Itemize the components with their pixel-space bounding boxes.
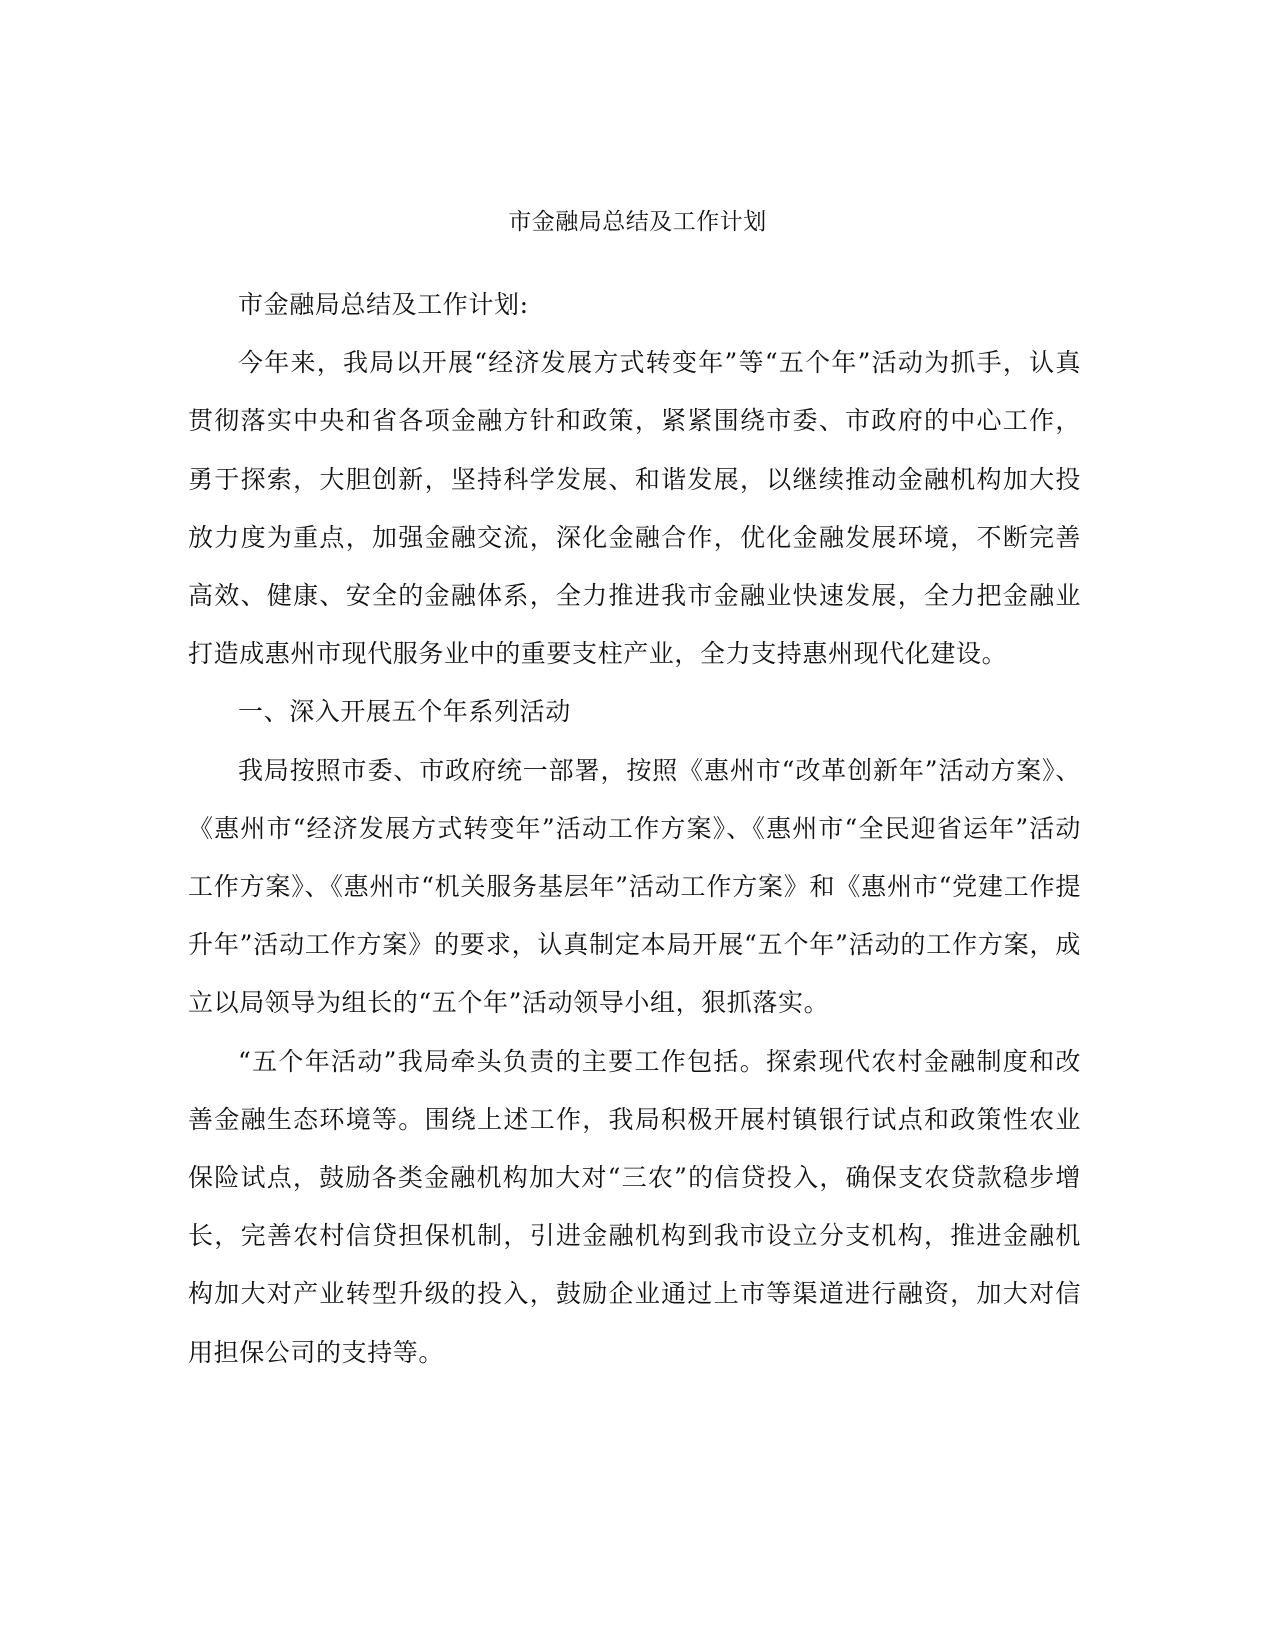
section-heading-1: 一、深入开展五个年系列活动 xyxy=(238,697,571,727)
paragraph-main-work: “五个年活动”我局牵头负责的主要工作包括。探索现代农村金融制度和改善金融生态环境等。围绕上述工作，我局积极开展村镇银行试点和政策性农业保险试点，鼓励各类金融机构加大对“三农”的信贷投入，确保支农贷款稳步增长，完善农村信贷担保机制，引进金融机构到我市设立分支机构，推进金融机构加大对产业转型升级的投入，鼓励企业通过上市等渠道进行融资，加大对信用担保公司的支持等。 xyxy=(188,1046,1081,1367)
document-body xyxy=(188,276,1081,1382)
paragraph-intro-label: 市金融局总结及工作计划: xyxy=(238,290,529,319)
document-title: 市金融局总结及工作计划 xyxy=(508,209,767,235)
paragraph-deployment: 我局按照市委、市政府统一部署，按照《惠州市“改革创新年”活动方案》、《惠州市“经济发展方式转变年”活动工作方案》、《惠州市“全民迎省运年”活动工作方案》、《惠州市“机关服务基层年”活动工作方案》和《惠州市“党建工作提升年”活动工作方案》的要求，认真制定本局开展“五个年”活动的工作方案，成立以局领导为组长的“五个年”活动领导小组，狠抓落实。 xyxy=(188,755,1081,1018)
paragraph-overview: 今年来，我局以开展“经济发展方式转变年”等“五个年”活动为抓手，认真贯彻落实中央和省各项金融方针和政策，紧紧围绕市委、市政府的中心工作，勇于探索，大胆创新，坚持科学发展、和谐发展，以继续推动金融机构加大投放力度为重点，加强金融交流，深化金融合作，优化金融发展环境，不断完善高效、健康、安全的金融体系，全力推进我市金融业快速发展，全力把金融业打造成惠州市现代服务业中的重要支柱产业，全力支持惠州现代化建设。 xyxy=(188,348,1081,669)
